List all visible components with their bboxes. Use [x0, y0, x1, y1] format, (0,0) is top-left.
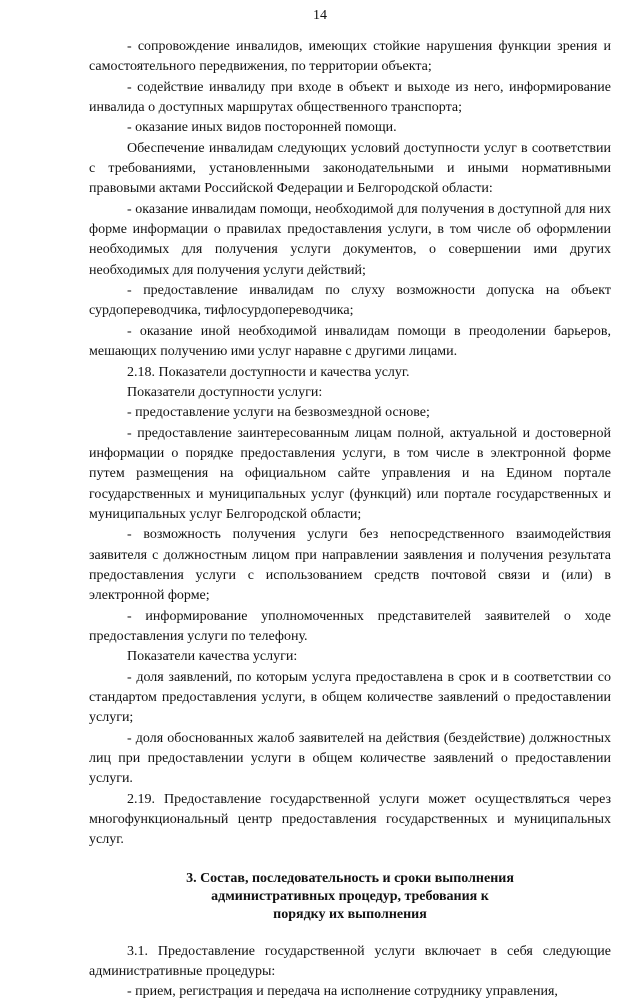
paragraph: - содействие инвалиду при входе в объект и выходе из него, информирование инвалида о доступных маршрутах общественного транспорта; — [89, 79, 611, 116]
paragraph: 2.18. Показатели доступности и качества услуг. — [127, 364, 410, 380]
paragraph: - оказание иной необходимой инвалидам помощи в преодолении барьеров, мешающих получению ими услуг наравне с другими лицами. — [89, 323, 611, 360]
paragraph: - оказание иных видов посторонней помощи. — [127, 120, 397, 136]
paragraph: - предоставление услуги на безвозмездной основе; — [127, 405, 430, 421]
paragraph: - доля заявлений, по которым услуга предоставлена в срок и в соответствии со стандартом предоставления услуги, в общем количестве заявлений о предоставлении услуги; — [89, 669, 611, 726]
page-number: 14 — [313, 8, 327, 23]
paragraph: - сопровождение инвалидов, имеющих стойкие нарушения функции зрения и самостоятельного передвижения, по территории объекта; — [89, 39, 611, 75]
paragraph: Показатели доступности услуги: — [127, 384, 323, 400]
paragraph: - оказание инвалидам помощи, необходимой для получения в доступной для них форме информации о правилах предоставления услуги, в том числе об оформлении необходимых для получения услуги документов, о совершении ими других необходимых для получения услуги действий; — [89, 201, 611, 278]
paragraph: Обеспечение инвалидам следующих условий доступности услуг в соответствии с требованиями, установленными законодательными и иными нормативными правовыми актами Российской Федерации и Белгородской области: — [89, 140, 611, 197]
section-heading-line: административных процедур, требования к — [211, 888, 489, 904]
section-heading-line: порядку их выполнения — [273, 906, 427, 922]
paragraph: Показатели качества услуги: — [127, 649, 298, 665]
document-body — [89, 37, 611, 1003]
paragraph: - информирование уполномоченных представителей заявителей о ходе предоставления услуги по телефону. — [89, 608, 611, 644]
paragraph: 3.1. Предоставление государственной услуги включает в себя следующие административные процедуры: — [89, 943, 611, 980]
paragraph: - предоставление инвалидам по слуху возможности допуска на объект сурдопереводчика, тифлосурдопереводчика; — [89, 283, 611, 319]
paragraph: - возможность получения услуги без непосредственного взаимодействия заявителя с должностным лицом при направлении заявления и получения результата предоставления услуги с использованием средств почтовой связи и (или) в электронной форме; — [89, 527, 611, 604]
paragraph: - доля обоснованных жалоб заявителей на действия (бездействие) должностных лиц при предоставлении услуги в общем количестве заявлений о предоставлении услуги. — [89, 730, 611, 787]
paragraph: 2.19. Предоставление государственной услуги может осуществляться через многофункциональный центр предоставления государственных и муниципальных услуг. — [89, 791, 611, 848]
paragraph: - прием, регистрация и передача на исполнение сотруднику управления, — [127, 984, 558, 1000]
section-heading-line: 3. Состав, последовательность и сроки выполнения — [186, 870, 514, 886]
section-heading — [89, 870, 611, 924]
paragraph: - предоставление заинтересованным лицам полной, актуальной и достоверной информации о порядке предоставления услуги, в том числе в электронной форме путем размещения на официальном сайте управления и на Едином портале государственных и муниципальных услуг (функций) или портале государственных и муниципальных услуг Белгородской области; — [89, 425, 611, 522]
